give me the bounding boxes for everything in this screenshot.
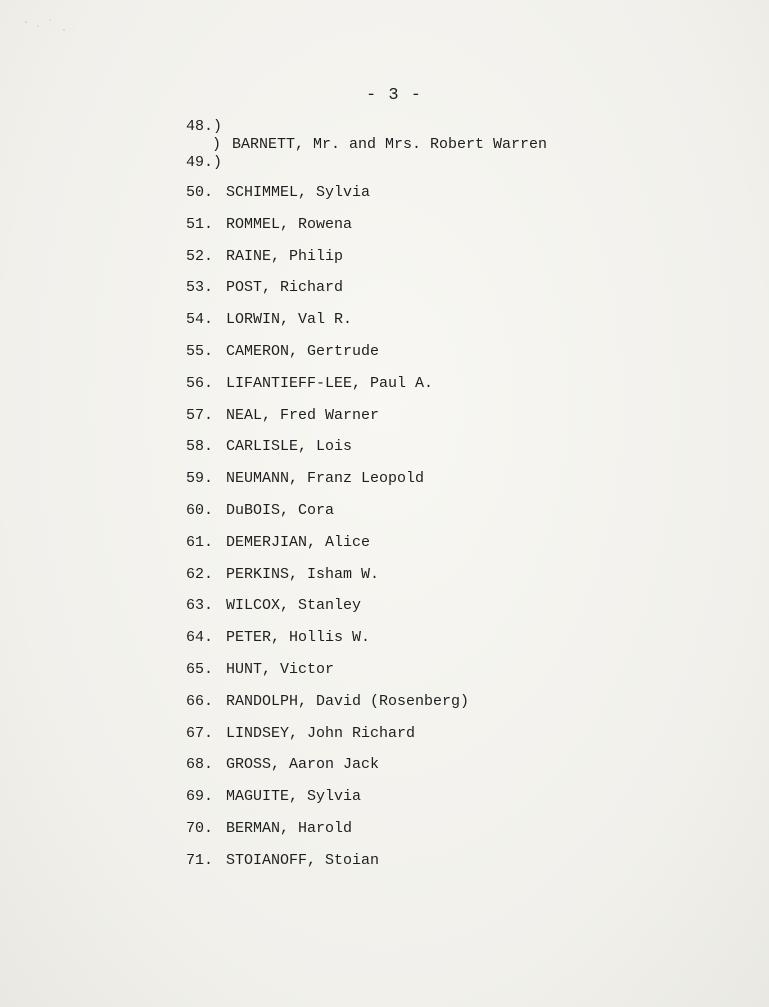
list-item	[186, 533, 469, 565]
list-item-number: 70.	[186, 819, 214, 837]
list-item-name: NEAL, Fred Warner	[226, 406, 380, 424]
list-item-name: MAGUITE, Sylvia	[226, 788, 362, 806]
list-item-name: PETER, Hollis W.	[226, 629, 371, 647]
list-item	[186, 819, 469, 851]
list-item-name: LIFANTIEFF-LEE, Paul A.	[226, 374, 434, 392]
list-item	[186, 692, 469, 724]
list-item-number: 59.	[186, 470, 214, 488]
list-item-number: 54.	[186, 311, 214, 329]
list-item-name: ROMMEL, Rowena	[226, 215, 353, 233]
list-item-number: 69.	[186, 788, 214, 806]
list-item-name: BERMAN, Harold	[226, 819, 353, 837]
list-item-number: 63.	[186, 597, 214, 615]
list-item	[186, 501, 469, 533]
list-item-number: 50.	[186, 184, 214, 201]
list-item-name: LORWIN, Val R.	[226, 311, 353, 329]
group-entry-number-bottom: 49.)	[186, 154, 223, 171]
list-item-number: 56.	[186, 374, 214, 392]
list-item-name: GROSS, Aaron Jack	[226, 756, 380, 774]
list-item-name: PERKINS, Isham W.	[226, 565, 380, 583]
paper-specks	[20, 14, 80, 44]
list-item-name: HUNT, Victor	[226, 660, 335, 678]
list-item-number: 60.	[186, 501, 214, 519]
list-item	[186, 628, 469, 660]
group-entry-bracket: )	[212, 136, 222, 153]
list-item-number: 67.	[186, 724, 214, 742]
list-item	[186, 247, 469, 279]
list-item	[186, 342, 469, 374]
list-item-number: 52.	[186, 247, 214, 265]
list-item-name: RAINE, Philip	[226, 247, 344, 265]
list-item-number: 51.	[186, 215, 214, 233]
list-item-name: POST, Richard	[226, 279, 344, 297]
list-item-name: RANDOLPH, David (Rosenberg)	[226, 692, 470, 710]
list-item-number: 66.	[186, 692, 214, 710]
list-item	[186, 278, 469, 310]
list-item	[186, 660, 469, 692]
list-item	[186, 310, 469, 342]
list-item-name: SCHIMMEL, Sylvia	[226, 184, 371, 201]
list-item	[186, 215, 469, 247]
page-number: - 3 -	[366, 86, 423, 105]
group-entry-48-49	[186, 118, 548, 172]
list-item-name: NEUMANN, Franz Leopold	[226, 470, 425, 488]
list-item-number: 62.	[186, 565, 214, 583]
list-item-number: 64.	[186, 629, 214, 647]
list-item-number: 57.	[186, 406, 214, 424]
list-item	[186, 787, 469, 819]
list-item-name: STOIANOFF, Stoian	[226, 851, 380, 869]
list-item-name: CAMERON, Gertrude	[226, 342, 380, 360]
list-item-number: 55.	[186, 342, 214, 360]
list-item-name: WILCOX, Stanley	[226, 597, 362, 615]
list-item	[186, 596, 469, 628]
list-item	[186, 469, 469, 501]
list-item-name: LINDSEY, John Richard	[226, 724, 416, 742]
name-list	[186, 183, 469, 883]
list-item-number: 53.	[186, 279, 214, 297]
list-item-number: 58.	[186, 438, 214, 456]
list-item-name: DEMERJIAN, Alice	[226, 533, 371, 551]
list-item	[186, 755, 469, 787]
group-entry-numbers	[186, 118, 232, 172]
list-item-name: DuBOIS, Cora	[226, 501, 335, 519]
list-item-number: 68.	[186, 756, 214, 774]
list-item-number: 65.	[186, 660, 214, 678]
list-item-name: CARLISLE, Lois	[226, 438, 353, 456]
group-entry-name: BARNETT, Mr. and Mrs. Robert Warren	[232, 136, 548, 153]
list-item-number: 61.	[186, 533, 214, 551]
list-item	[186, 437, 469, 469]
group-entry-number-top: 48.)	[186, 118, 223, 135]
list-item	[186, 851, 469, 883]
list-item	[186, 406, 469, 438]
list-item	[186, 374, 469, 406]
list-item	[186, 183, 469, 215]
list-item	[186, 724, 469, 756]
list-item-number: 71.	[186, 851, 214, 869]
list-item	[186, 565, 469, 597]
